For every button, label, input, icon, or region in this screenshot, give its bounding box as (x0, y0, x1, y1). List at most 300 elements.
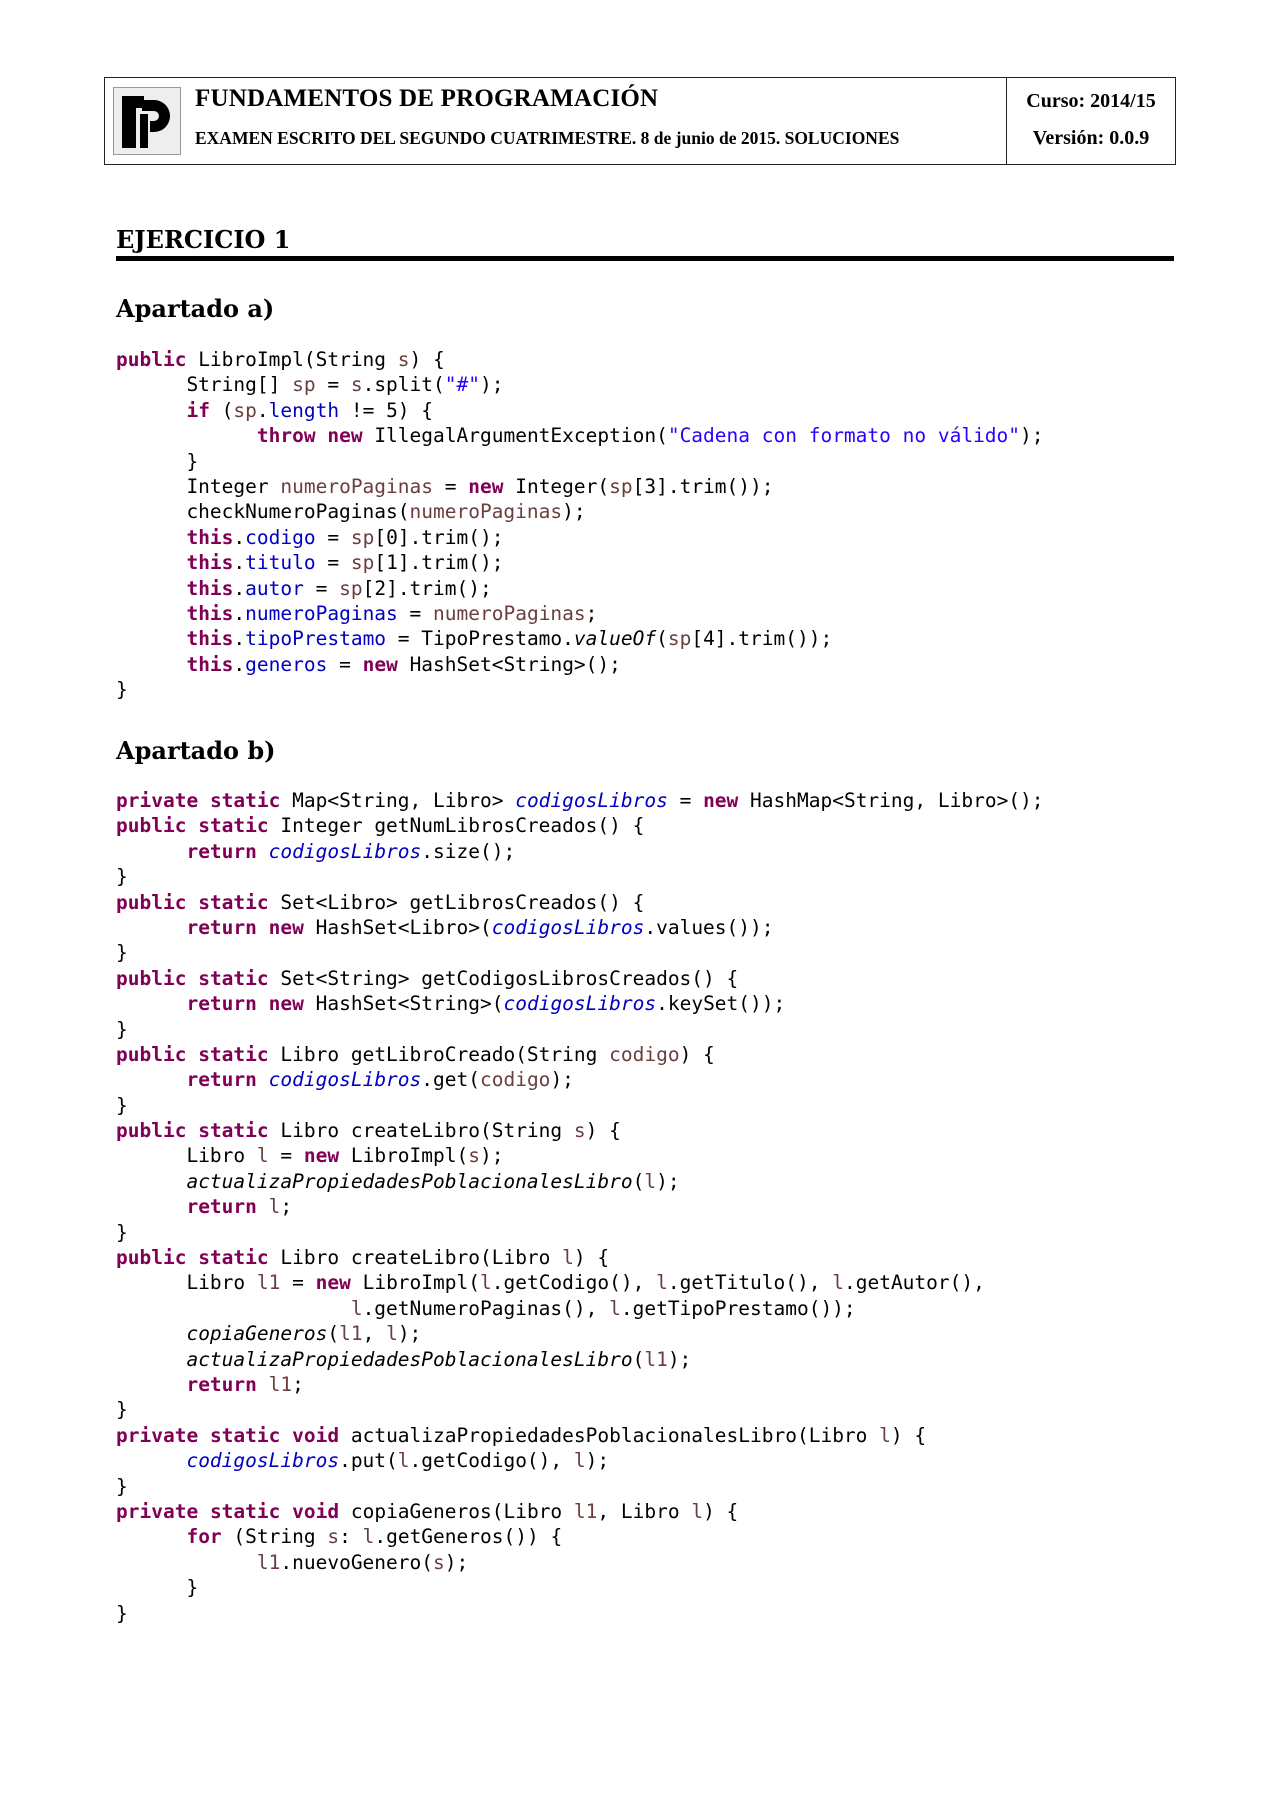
code-token: sp (609, 474, 633, 498)
code-line (116, 1017, 1044, 1042)
code-token: codigo (479, 1068, 551, 1092)
header-main-cell (105, 78, 1007, 164)
code-token: Libro (116, 1271, 257, 1295)
code-token (116, 1551, 257, 1574)
code-token: [3].trim()); (632, 474, 774, 498)
code-token (186, 891, 198, 914)
code-token: l (832, 1271, 844, 1295)
code-token: new (303, 1144, 340, 1168)
code-token: l (644, 1169, 657, 1193)
code-token (116, 577, 186, 600)
code-token (116, 526, 186, 549)
code-token: sp (350, 525, 375, 549)
code-token (257, 1068, 269, 1091)
logo-cell (105, 78, 189, 164)
code-line (116, 1245, 1044, 1270)
code-token: throw (256, 424, 316, 448)
code-token: = (268, 1144, 304, 1168)
code-token: .getCodigo(), (409, 1449, 574, 1473)
code-token: ); (667, 1347, 692, 1371)
code-token: void (292, 1499, 340, 1523)
code-token (198, 1500, 210, 1523)
code-token: private (116, 1423, 199, 1447)
code-token: != 5) { (339, 398, 434, 422)
code-token (198, 789, 210, 812)
code-token: Integer getNumLibrosCreados() { (268, 814, 645, 838)
code-token: actualizaPropiedadesPoblacionalesLibro (186, 1169, 633, 1193)
code-token (116, 1170, 186, 1193)
code-token: ( (327, 1322, 340, 1346)
code-line (116, 677, 1044, 702)
code-token: sp (233, 398, 257, 422)
code-token: Integer (116, 474, 281, 498)
code-token (116, 1525, 186, 1548)
code-token: static (198, 966, 269, 990)
code-token: titulo (245, 551, 316, 575)
exercise-title: EJERCICIO 1 (116, 225, 291, 254)
code-token: } (116, 1017, 128, 1041)
code-token: HashSet<String>( (303, 992, 504, 1016)
code-line (116, 915, 1044, 940)
code-token: public (116, 814, 187, 838)
code-token: } (116, 449, 199, 473)
code-token: Libro createLibro(Libro (268, 1246, 563, 1270)
code-token: } (116, 1398, 128, 1422)
code-line (116, 1474, 1044, 1499)
code-token: l1 (339, 1322, 363, 1346)
code-line (116, 966, 1044, 991)
code-token: tipoPrestamo (245, 627, 387, 651)
code-token (316, 424, 328, 447)
code-token: actualizaPropiedadesPoblacionalesLibro(Libro (339, 1423, 880, 1447)
code-token: Libro createLibro(String (268, 1119, 574, 1143)
code-line (116, 1296, 1044, 1321)
code-token: ) { (890, 1423, 927, 1447)
code-token: . (233, 576, 246, 600)
code-line (116, 626, 1044, 651)
code-token: = (433, 474, 469, 498)
code-line (116, 398, 1044, 423)
code-token: static (198, 1246, 269, 1270)
code-token: , (362, 1322, 387, 1346)
code-token: HashSet<Libro>( (303, 915, 492, 939)
code-token: new (703, 789, 739, 812)
code-token (116, 1373, 186, 1396)
code-token: s (397, 348, 410, 371)
course-title: FUNDAMENTOS DE PROGRAMACIÓN (195, 85, 659, 112)
code-line (116, 1397, 1044, 1422)
code-token: static (198, 1042, 269, 1066)
code-token: [0].trim(); (374, 525, 504, 549)
code-token (280, 1424, 292, 1447)
code-token: HashSet<String>(); (397, 652, 621, 676)
code-token: length (268, 398, 340, 422)
code-token: .keySet()); (656, 992, 786, 1016)
code-token: . (256, 398, 269, 422)
code-token: s (327, 1525, 340, 1549)
code-token: autor (245, 576, 304, 600)
fp-logo-icon (113, 87, 181, 155)
code-token: return (186, 1372, 257, 1396)
code-token: ); (1020, 424, 1044, 448)
code-token: generos (245, 652, 328, 676)
code-token: copiaGeneros(Libro (339, 1499, 574, 1523)
header-titles (189, 78, 1006, 164)
code-token (116, 424, 257, 447)
code-line (116, 1550, 1044, 1575)
code-line (116, 1143, 1044, 1168)
code-token: l (268, 1195, 281, 1219)
code-token: HashMap<String, Libro>(); (738, 789, 1044, 812)
code-line (116, 1042, 1044, 1067)
code-token (116, 992, 186, 1015)
code-token: Integer( (503, 474, 610, 498)
code-token: } (116, 1474, 128, 1498)
code-token: ); (656, 1169, 680, 1193)
code-token: l (879, 1423, 891, 1447)
code-token: new (268, 992, 304, 1016)
code-token: l (256, 1144, 269, 1168)
code-token: : (339, 1525, 363, 1549)
code-token: = (397, 601, 434, 625)
code-token: this (186, 652, 234, 676)
code-line (116, 788, 1044, 813)
code-token: actualizaPropiedadesPoblacionalesLibro (186, 1347, 633, 1371)
code-token (257, 992, 269, 1015)
code-token: } (116, 1093, 128, 1117)
code-token (186, 814, 198, 837)
code-token: = (315, 373, 351, 397)
code-token: .getNumeroPaginas(), (362, 1296, 610, 1320)
code-token: static (209, 1499, 281, 1523)
code-token: } (116, 865, 128, 889)
code-line (116, 813, 1044, 838)
code-line (116, 1499, 1044, 1524)
code-token: ) { (703, 1499, 739, 1523)
code-token: static (198, 890, 269, 914)
code-token: } (116, 1601, 128, 1625)
code-token: return (186, 992, 257, 1016)
code-token: this (186, 576, 234, 600)
section-b-heading: Apartado b) (116, 736, 276, 765)
code-token: sp (339, 576, 363, 600)
code-token: s (350, 373, 363, 397)
code-token: , Libro (597, 1499, 692, 1523)
code-token: new (315, 1271, 351, 1295)
code-line (116, 1118, 1044, 1143)
code-token (116, 1449, 186, 1472)
code-line (116, 1067, 1044, 1092)
code-token: l (386, 1322, 398, 1346)
code-token: } (116, 678, 128, 702)
code-token: public (116, 1042, 187, 1066)
code-token (116, 399, 186, 422)
code-token: l1 (268, 1372, 293, 1396)
code-token: ); (480, 1144, 504, 1168)
code-token: numeroPaginas (433, 601, 586, 625)
code-token: public (116, 1246, 187, 1270)
code-token: .getGeneros()) { (374, 1525, 563, 1549)
code-line (116, 347, 1044, 372)
code-token: Map<String, Libro> (280, 789, 516, 812)
code-token: [2].trim(); (362, 576, 492, 600)
code-token: private (116, 1499, 199, 1523)
code-token (116, 840, 186, 863)
code-token: l (562, 1246, 574, 1270)
code-token: .getAutor(), (843, 1271, 985, 1295)
document-header (104, 77, 1176, 165)
code-token: return (186, 1068, 257, 1092)
code-token: l1 (573, 1499, 598, 1523)
code-token: codigosLibros (503, 992, 657, 1016)
code-token: l1 (256, 1271, 281, 1295)
code-token: (String (221, 1525, 328, 1549)
code-token: ); (444, 1550, 469, 1574)
code-token: } (116, 1220, 128, 1244)
code-token: codigosLibros (491, 915, 645, 939)
code-token: return (186, 1195, 257, 1219)
code-token: } (116, 1576, 199, 1600)
code-token: LibroImpl(String (186, 348, 398, 371)
code-token (116, 653, 186, 676)
code-token: numeroPaginas (280, 474, 433, 498)
code-token: copiaGeneros (186, 1322, 328, 1346)
code-line (116, 991, 1044, 1016)
code-token: .split( (362, 373, 445, 397)
code-line (116, 372, 1044, 397)
code-line (116, 449, 1044, 474)
section-a-heading: Apartado a) (116, 294, 275, 323)
code-line (116, 890, 1044, 915)
code-line (116, 1093, 1044, 1118)
code-token (257, 1195, 269, 1218)
code-token: l1 (256, 1550, 281, 1574)
code-token: void (292, 1423, 340, 1447)
code-token: . (233, 551, 246, 575)
code-line (116, 1220, 1044, 1245)
code-token: sp (667, 627, 692, 651)
code-token: l1 (644, 1347, 668, 1371)
code-token: static (209, 789, 281, 812)
code-token: ); (585, 1449, 610, 1473)
fp-logo-graphic (116, 90, 178, 152)
code-token: [1].trim(); (374, 551, 504, 575)
code-token: codigosLibros (186, 1449, 340, 1473)
code-token: .get( (421, 1068, 480, 1092)
code-token (116, 1068, 186, 1091)
code-token: this (186, 601, 234, 625)
code-line (116, 474, 1044, 499)
code-token: .getTitulo(), (667, 1271, 833, 1295)
code-token: numeroPaginas (245, 601, 398, 625)
code-token: l (573, 1449, 586, 1473)
code-token: String[] (116, 373, 293, 397)
code-token: ); (397, 1322, 422, 1346)
code-line (116, 1372, 1044, 1397)
code-token: "Cadena con formato no válido" (667, 424, 1021, 448)
code-token: l (656, 1271, 668, 1295)
code-token: codigosLibros (268, 839, 422, 863)
code-token: . (233, 525, 246, 549)
code-token: Libro getLibroCreado(String (268, 1042, 610, 1066)
code-token: codigosLibros (515, 789, 668, 812)
code-line (116, 652, 1044, 677)
code-line (116, 940, 1044, 965)
code-token: ); (562, 500, 586, 524)
exam-subtitle: EXAMEN ESCRITO DEL SEGUNDO CUATRIMESTRE. 8 de junio de 2015. SOLUCIONES (195, 128, 900, 148)
code-token: "#" (444, 373, 480, 397)
code-token: ) { (573, 1246, 610, 1270)
code-token: codigo (245, 525, 316, 549)
code-token (186, 1043, 198, 1066)
code-token: .put( (339, 1449, 398, 1473)
code-token (116, 551, 186, 574)
code-token: l (691, 1499, 704, 1523)
code-token: s (468, 1144, 480, 1168)
code-token: = (315, 551, 351, 575)
code-token: ; (292, 1372, 304, 1396)
code-line (116, 1448, 1044, 1473)
code-token: s (433, 1550, 445, 1574)
course-year: Curso: 2014/15 (1026, 90, 1156, 112)
code-block-b (116, 788, 1044, 1626)
code-token: valueOf (573, 627, 657, 651)
code-token: public (116, 966, 187, 990)
code-token: LibroImpl( (350, 1271, 480, 1295)
code-line (116, 1423, 1044, 1448)
code-token: this (186, 627, 234, 651)
code-token (116, 602, 186, 625)
code-token: ) { (679, 1042, 715, 1066)
code-token: l (609, 1296, 621, 1320)
code-token: ) { (409, 348, 445, 371)
code-token: ; (280, 1195, 293, 1219)
code-token: ) { (585, 1119, 621, 1143)
code-token: new (362, 652, 398, 676)
code-token: return (186, 839, 257, 863)
code-token (116, 1195, 186, 1218)
code-token: codigo (609, 1042, 680, 1066)
code-token: . (233, 601, 246, 625)
code-token: . (233, 627, 246, 651)
code-block-a (116, 347, 1044, 702)
code-token: ( (632, 1347, 645, 1371)
code-line (116, 499, 1044, 524)
code-token (257, 840, 269, 863)
code-token: l (397, 1449, 410, 1473)
code-token: new (468, 474, 504, 498)
code-token: public (116, 348, 187, 371)
heading-divider (116, 256, 1174, 261)
code-token: = (315, 525, 351, 549)
code-token: LibroImpl( (339, 1144, 469, 1168)
code-token: new (268, 915, 304, 939)
code-token: ( (656, 627, 668, 651)
code-line (116, 423, 1044, 448)
code-token: public (116, 1119, 187, 1143)
code-token: return (186, 915, 257, 939)
code-token: .getTipoPrestamo()); (620, 1296, 856, 1320)
code-token: if (186, 398, 210, 422)
code-token: = (667, 789, 704, 812)
code-token (186, 1246, 198, 1269)
code-token: s (573, 1119, 586, 1143)
code-token: .size(); (421, 839, 516, 863)
code-token: ); (480, 373, 504, 397)
code-token: Set<Libro> getLibrosCreados() { (268, 890, 645, 914)
code-token: ); (550, 1068, 574, 1092)
code-token (116, 916, 186, 939)
code-line (116, 1601, 1044, 1626)
code-token: sp (292, 373, 316, 397)
code-token: sp (350, 551, 375, 575)
document-version: Versión: 0.0.9 (1032, 127, 1150, 149)
code-token: } (116, 941, 128, 965)
code-token: = TipoPrestamo. (386, 627, 574, 651)
code-token: static (198, 1119, 269, 1143)
code-token: checkNumeroPaginas( (116, 500, 410, 524)
code-token: .nuevoGenero( (280, 1550, 433, 1574)
code-token: this (186, 525, 234, 549)
code-line (116, 550, 1044, 575)
code-token: ( (632, 1169, 645, 1193)
code-token: ; (585, 601, 598, 625)
code-token (257, 1373, 269, 1396)
code-line (116, 1270, 1044, 1295)
code-token: = (327, 652, 363, 676)
code-token: Libro (116, 1144, 257, 1168)
code-token: codigosLibros (268, 1068, 422, 1092)
code-line (116, 601, 1044, 626)
code-token (116, 1297, 351, 1320)
code-line (116, 1575, 1044, 1600)
code-token: static (209, 1423, 281, 1447)
code-token (116, 1322, 186, 1345)
code-token: ( (209, 398, 234, 422)
code-line (116, 1347, 1044, 1372)
code-line (116, 1169, 1044, 1194)
code-line (116, 839, 1044, 864)
code-line (116, 1524, 1044, 1549)
code-token (280, 1500, 292, 1523)
code-token: .values()); (644, 915, 774, 939)
code-line (116, 525, 1044, 550)
code-token (198, 1424, 210, 1447)
code-token (116, 1348, 186, 1371)
code-token: . (233, 652, 246, 676)
code-token (257, 916, 269, 939)
code-token (186, 1119, 198, 1142)
code-token: public (116, 890, 187, 914)
code-token: new (327, 424, 363, 448)
code-token: [4].trim()); (691, 627, 833, 651)
code-token: Set<String> getCodigosLibrosCreados() { (268, 966, 739, 990)
code-token: numeroPaginas (409, 500, 563, 524)
code-token: static (198, 814, 269, 838)
code-token: l (479, 1271, 492, 1295)
code-token: .getCodigo(), (491, 1271, 657, 1295)
code-token: = (280, 1271, 316, 1295)
code-token (116, 627, 186, 650)
code-token: for (186, 1525, 222, 1549)
code-token: = (303, 576, 340, 600)
code-line (116, 1321, 1044, 1346)
code-line (116, 1194, 1044, 1219)
code-token: IllegalArgumentException( (362, 424, 668, 448)
code-token: private (116, 789, 199, 812)
code-line (116, 576, 1044, 601)
header-side-cell (1007, 78, 1175, 164)
